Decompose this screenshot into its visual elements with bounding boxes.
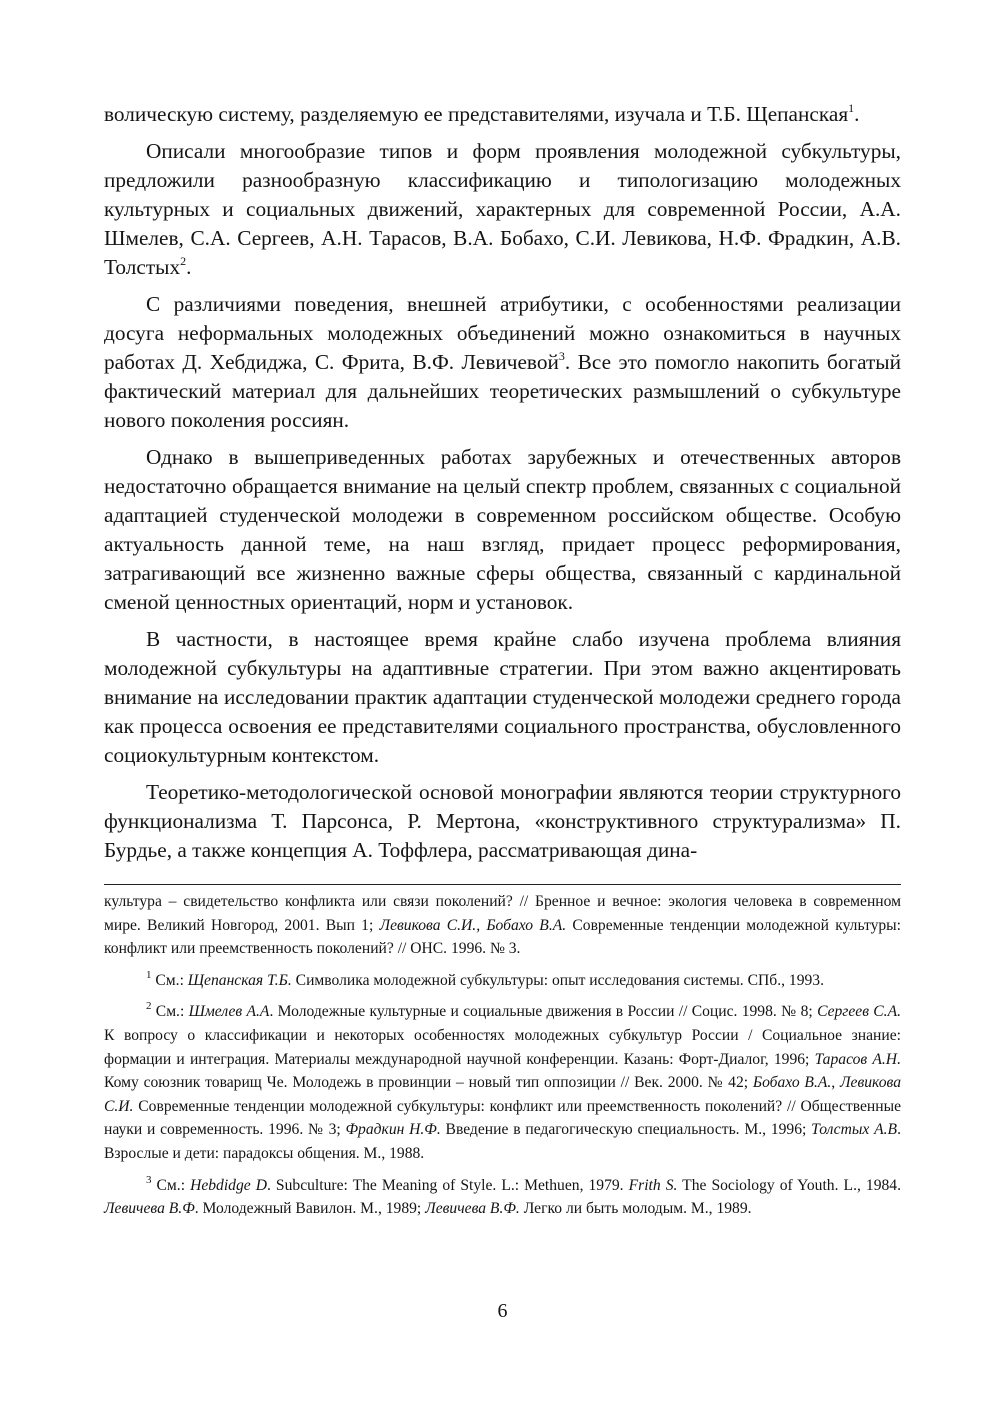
footnote-1-author: Щепанская Т.Б.: [187, 971, 292, 989]
footnote-2-author-f: Тарасов А.Н.: [814, 1050, 901, 1068]
paragraph-4: Однако в вышеприведенных работах зарубежных и отечественных авторов недостаточно обращается внимание на целый спектр проблем, связанных с социальной адаптацией студенческой молодежи в современном российском обществе. Особую актуальность данной теме, на наш взгляд, придает процесс реформирования, затрагивающий все жизненно важные сферы общества, связанный с кардинальной сменой ценностных ориентаций, норм и установок.: [104, 445, 901, 614]
paragraph-5: В частности, в настоящее время крайне слабо изучена проблема влияния молодежной субкультуры на адаптивные стратегии. При этом важно акцентировать внимание на исследовании практик адаптации студенческой молодежи среднего города как процесса освоения ее представителями социального пространства, обусловленного социокультурным контекстом.: [104, 627, 901, 767]
footnote-separator: [104, 884, 901, 885]
footnote-3-author-f: Левичева В.Ф: [104, 1200, 195, 1218]
footnote-2-text-k: Современные тенденции молодежной субкультуры: конфликт или преемственность поколений? // Общественные науки и современность. 1996. № 3;: [104, 1097, 901, 1139]
footnote-1-text-c: Символика молодежной субкультуры: опыт исследования системы. СПб., 1993.: [291, 971, 824, 989]
footnote-3-author-b: Hebdidge D: [190, 1176, 267, 1194]
footnote-3: [104, 1174, 901, 1221]
page-number: 6: [497, 1300, 508, 1322]
footnote-2-author-l: Фрадкин Н.Ф.: [345, 1121, 441, 1139]
footnote-3-text-c: . Subculture: The Meaning of Style. L.: Methuen, 1979.: [267, 1176, 629, 1194]
main-text: [104, 100, 901, 865]
paragraph-1: [104, 100, 901, 129]
footnote-continuation-text-a: культура – свидетельство конфликта или связи поколений? // Бренное и вечное: экология человека в современном мире. Великий Новгород, 2001. Вып 1;: [104, 893, 901, 934]
footnote-2-number: 2: [146, 1000, 152, 1013]
paragraph-2-text: Описали многообразие типов и форм проявления молодежной субкультуры, предложили разнообразную классификацию и типологизацию молодежных культурных и социальных движений, характерных для современной России, А.А. Шмелев, С.А. Сергеев, А.Н. Тарасов, В.А. Бобахо, С.И. Левикова, Н.Ф. Фрадкин, А.В. Толстых: [104, 139, 901, 279]
footnote-3-author-d: Frith S.: [628, 1176, 678, 1194]
footnote-2-text-c: . Молодежные культурные и социальные движения в России // Социс. 1998. № 8;: [269, 1003, 818, 1021]
paragraph-3-text-b: . Все это помогло накопить богатый фактический материал для дальнейших теоретических размышлений о субкультуре нового поколения россиян.: [104, 350, 901, 432]
footnote-2-text-m: Введение в педагогическую специальность. М., 1996;: [440, 1121, 812, 1139]
footnote-2-author-j: Левикова С.И.: [104, 1074, 901, 1115]
footnote-1: [104, 969, 901, 993]
footnote-2-text-g: Кому союзник товарищ Че. Молодежь в провинции – новый тип оппозиции // Век. 2000. № 42;: [104, 1074, 753, 1092]
footnote-1-number: 1: [146, 968, 152, 981]
footnote-2-author-b: Шмелев А.А: [188, 1003, 270, 1021]
footnote-3-text-a: См.:: [151, 1176, 191, 1194]
footnote-2-author-n: Толстых А.В: [811, 1121, 898, 1139]
footnotes: [104, 890, 901, 1221]
paragraph-2: [104, 137, 901, 282]
paragraph-6: Теоретико-методологической основой монографии являются теории структурного функционализма Т. Парсонса, Р. Мертона, «конструктивного структурализма» П. Бурдье, а также концепция А. Тоффлера, рассматривающая дина-: [104, 780, 901, 862]
paragraph-1-end: .: [854, 102, 860, 126]
footnote-ref-2: 2: [180, 254, 187, 268]
footnote-ref-3: 3: [558, 349, 565, 363]
footnote-2-author-h: Бобахо В.А.: [752, 1074, 832, 1092]
footnote-2-text-e: К вопросу о классификации и некоторых особенностях молодежных субкультур России / Социальное знание: формации и интеграция. Материалы международной научной конференции. Казань: Форт-Диалог, 1996;: [104, 1026, 901, 1068]
paragraph-3: [104, 290, 901, 435]
footnote-3-text-i: Легко ли быть молодым. М., 1989.: [519, 1200, 752, 1218]
footnote-continuation-author: Левикова С.И., Бобахо В.А.: [379, 916, 567, 934]
footnote-1-text-a: См.:: [151, 971, 188, 989]
footnote-continuation-text-c: Современные тенденции молодежной культуры: конфликт или преемственность поколений? // ОНС. 1996. № 3.: [104, 916, 901, 958]
footnote-continuation: [104, 890, 901, 961]
footnote-3-text-e: The Sociology of Youth. L., 1984.: [677, 1176, 901, 1194]
footnote-3-number: 3: [146, 1173, 152, 1186]
paragraph-3-text-a: С различиями поведения, внешней атрибутики, с особенностями реализации досуга неформальных молодежных объединений можно ознакомиться в научных работах Д. Хебдиджа, С. Фрита, В.Ф. Левичевой: [104, 292, 901, 374]
footnote-3-text-g: . Молодежный Вавилон. М., 1989;: [194, 1200, 426, 1218]
footnote-3-author-h: Левичева В.Ф.: [425, 1200, 520, 1218]
footnote-2-text-a: См.:: [151, 1003, 189, 1021]
paragraph-1-text: волическую систему, разделяемую ее представителями, изучала и Т.Б. Щепанская: [104, 102, 849, 126]
footnote-2: [104, 1000, 901, 1165]
footnote-2-text-i: ,: [831, 1074, 840, 1092]
footnote-ref-1: 1: [848, 101, 855, 115]
footnote-2-author-d: Сергеев С.А.: [817, 1003, 901, 1021]
paragraph-2-end: .: [186, 255, 192, 279]
footnote-2-text-o: . Взрослые и дети: парадоксы общения. М., 1988.: [104, 1121, 901, 1162]
